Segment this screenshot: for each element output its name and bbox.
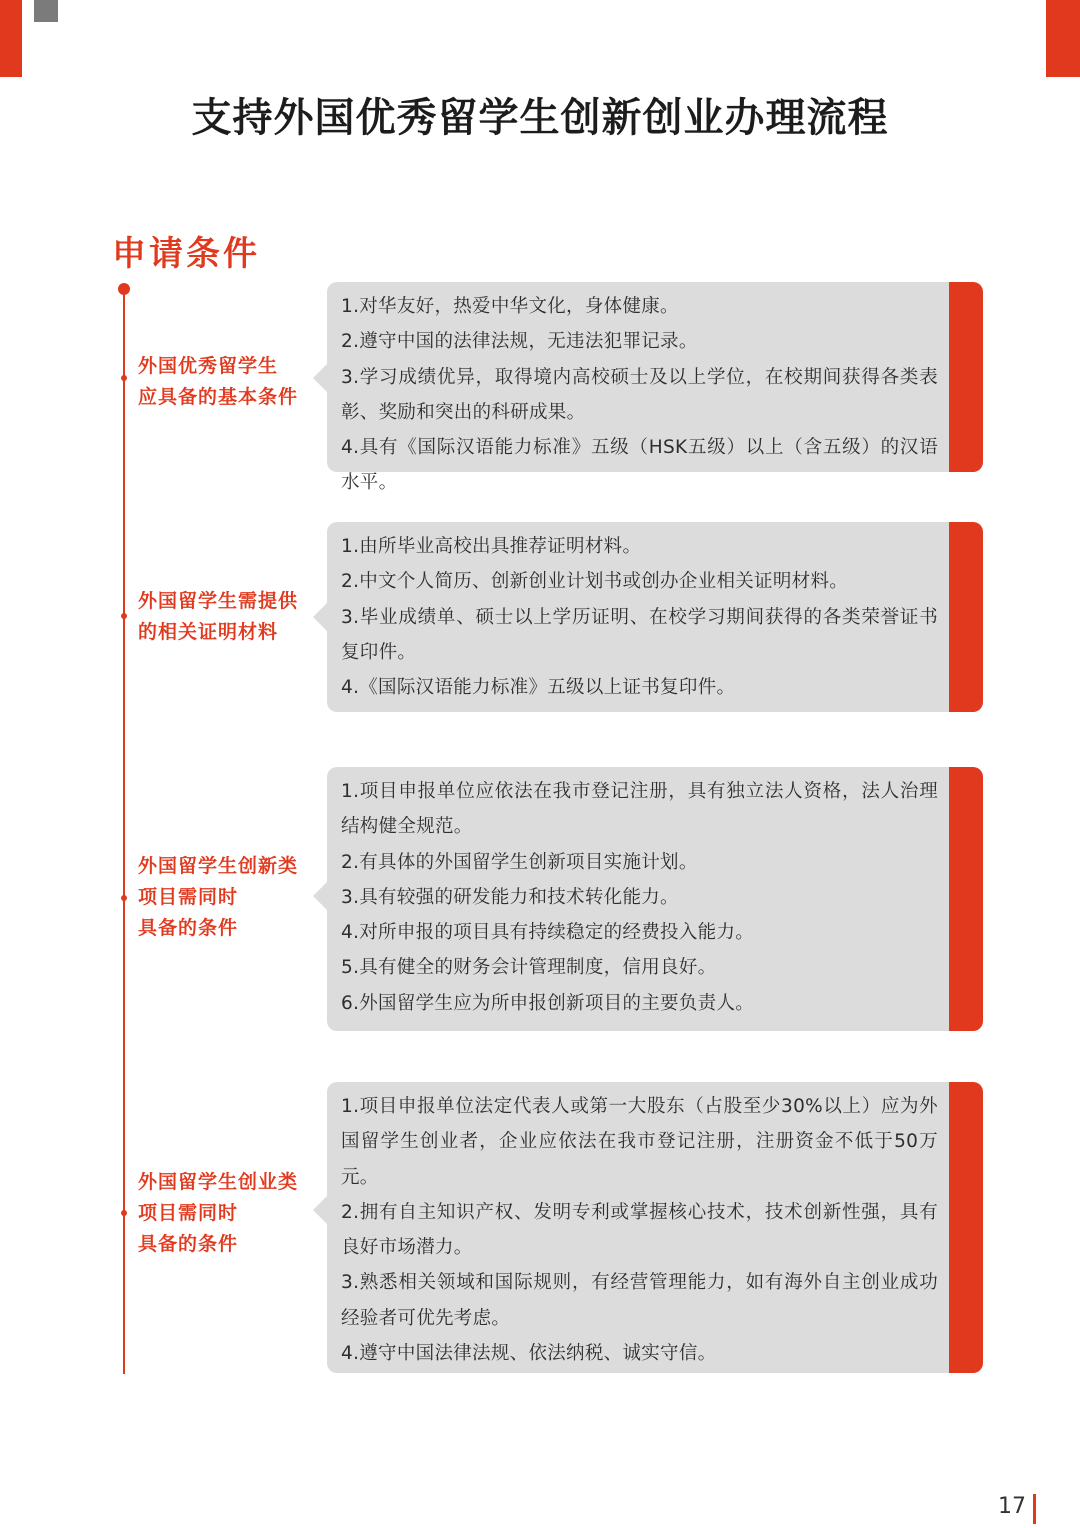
- condition-item: 1.由所毕业高校出具推荐证明材料。: [341, 536, 642, 557]
- label-line: 项目需同时: [138, 1202, 239, 1224]
- condition-item: 4.《国际汉语能力标准》五级以上证书复印件。: [341, 677, 736, 699]
- page-number: 17: [998, 1494, 1026, 1519]
- condition-item: 1.项目申报单位法定代表人或第一大股东（占股至少30%以上）应为外国留学生创业者，企业应依法在我市登记注册，注册资金不低于50万元。: [341, 1096, 938, 1188]
- conditions-box-innovation: [327, 767, 983, 1031]
- label-line: 外国留学生创业类: [138, 1171, 299, 1193]
- box-pointer: [313, 603, 327, 631]
- condition-item: 2.中文个人简历、创新创业计划书或创办企业相关证明材料。: [341, 571, 849, 593]
- condition-item: 4.具有《国际汉语能力标准》五级（HSK五级）以上（含五级）的汉语水平。: [341, 437, 938, 494]
- condition-item: 3.熟悉相关领域和国际规则，有经营管理能力，如有海外自主创业成功经验者可优先考虑。: [341, 1272, 938, 1329]
- condition-label-entrepreneurship: [138, 1167, 298, 1260]
- condition-item: 5.具有健全的财务会计管理制度，信用良好。: [341, 957, 717, 979]
- condition-label-documents: [138, 586, 298, 648]
- label-line: 外国留学生需提供: [138, 590, 299, 612]
- condition-item: 6.外国留学生应为所申报创新项目的主要负责人。: [341, 992, 755, 1014]
- timeline-start-dot: [118, 283, 130, 295]
- box-accent-bar: [949, 522, 983, 712]
- page-title: 支持外国优秀留学生创新创业办理流程: [191, 95, 889, 141]
- page-number-divider: [1033, 1494, 1036, 1524]
- condition-item: 2.有具体的外国留学生创新项目实施计划。: [341, 851, 698, 873]
- box-pointer: [313, 882, 327, 910]
- label-line: 具备的条件: [138, 1233, 239, 1255]
- box-accent-bar: [949, 282, 983, 472]
- condition-item: 1.项目申报单位应依法在我市登记注册，具有独立法人资格，法人治理结构健全规范。: [341, 781, 938, 838]
- condition-label-innovation: [138, 851, 298, 944]
- condition-label-basic: [138, 351, 298, 413]
- box-accent-bar: [949, 767, 983, 1031]
- condition-item: 2.拥有自主知识产权、发明专利或掌握核心技术，技术创新性强，具有良好市场潜力。: [341, 1201, 938, 1259]
- condition-item: 3.具有较强的研发能力和技术转化能力。: [341, 886, 679, 908]
- condition-item: 2.遵守中国的法律法规，无违法犯罪记录。: [341, 331, 698, 353]
- conditions-box-basic: [327, 282, 983, 494]
- condition-item: 1.对华友好，热爱中华文化，身体健康。: [341, 296, 679, 317]
- condition-item: 4.遵守中国法律法规、依法纳税、诚实守信。: [341, 1343, 717, 1365]
- condition-item: 4.对所申报的项目具有持续稳定的经费投入能力。: [341, 922, 755, 944]
- label-line: 的相关证明材料: [138, 621, 279, 643]
- label-line: 外国优秀留学生: [138, 355, 279, 377]
- conditions-box-entrepreneurship: [327, 1082, 983, 1373]
- corner-decoration-red-left: [0, 0, 22, 77]
- box-accent-bar: [949, 1082, 983, 1373]
- condition-item: 3.毕业成绩单、硕士以上学历证明、在校学习期间获得的各类荣誉证书复印件。: [341, 606, 938, 663]
- conditions-box-documents: [327, 522, 983, 712]
- box-pointer: [313, 1196, 327, 1224]
- timeline-node-dot: [121, 1210, 127, 1216]
- label-line: 项目需同时: [138, 886, 239, 908]
- label-line: 应具备的基本条件: [138, 386, 299, 408]
- timeline-node-dot: [121, 895, 127, 901]
- label-line: 外国留学生创新类: [138, 855, 299, 877]
- label-line: 具备的条件: [138, 917, 239, 939]
- corner-decoration-red-right: [1046, 0, 1080, 77]
- condition-item: 3.学习成绩优异，取得境内高校硕士及以上学位，在校期间获得各类表彰、奖励和突出的科研成果。: [341, 366, 938, 423]
- timeline-node-dot: [121, 613, 127, 619]
- section-heading: 申请条件: [112, 234, 260, 274]
- corner-decoration-gray: [34, 0, 58, 22]
- box-pointer: [313, 364, 327, 392]
- timeline-node-dot: [121, 375, 127, 381]
